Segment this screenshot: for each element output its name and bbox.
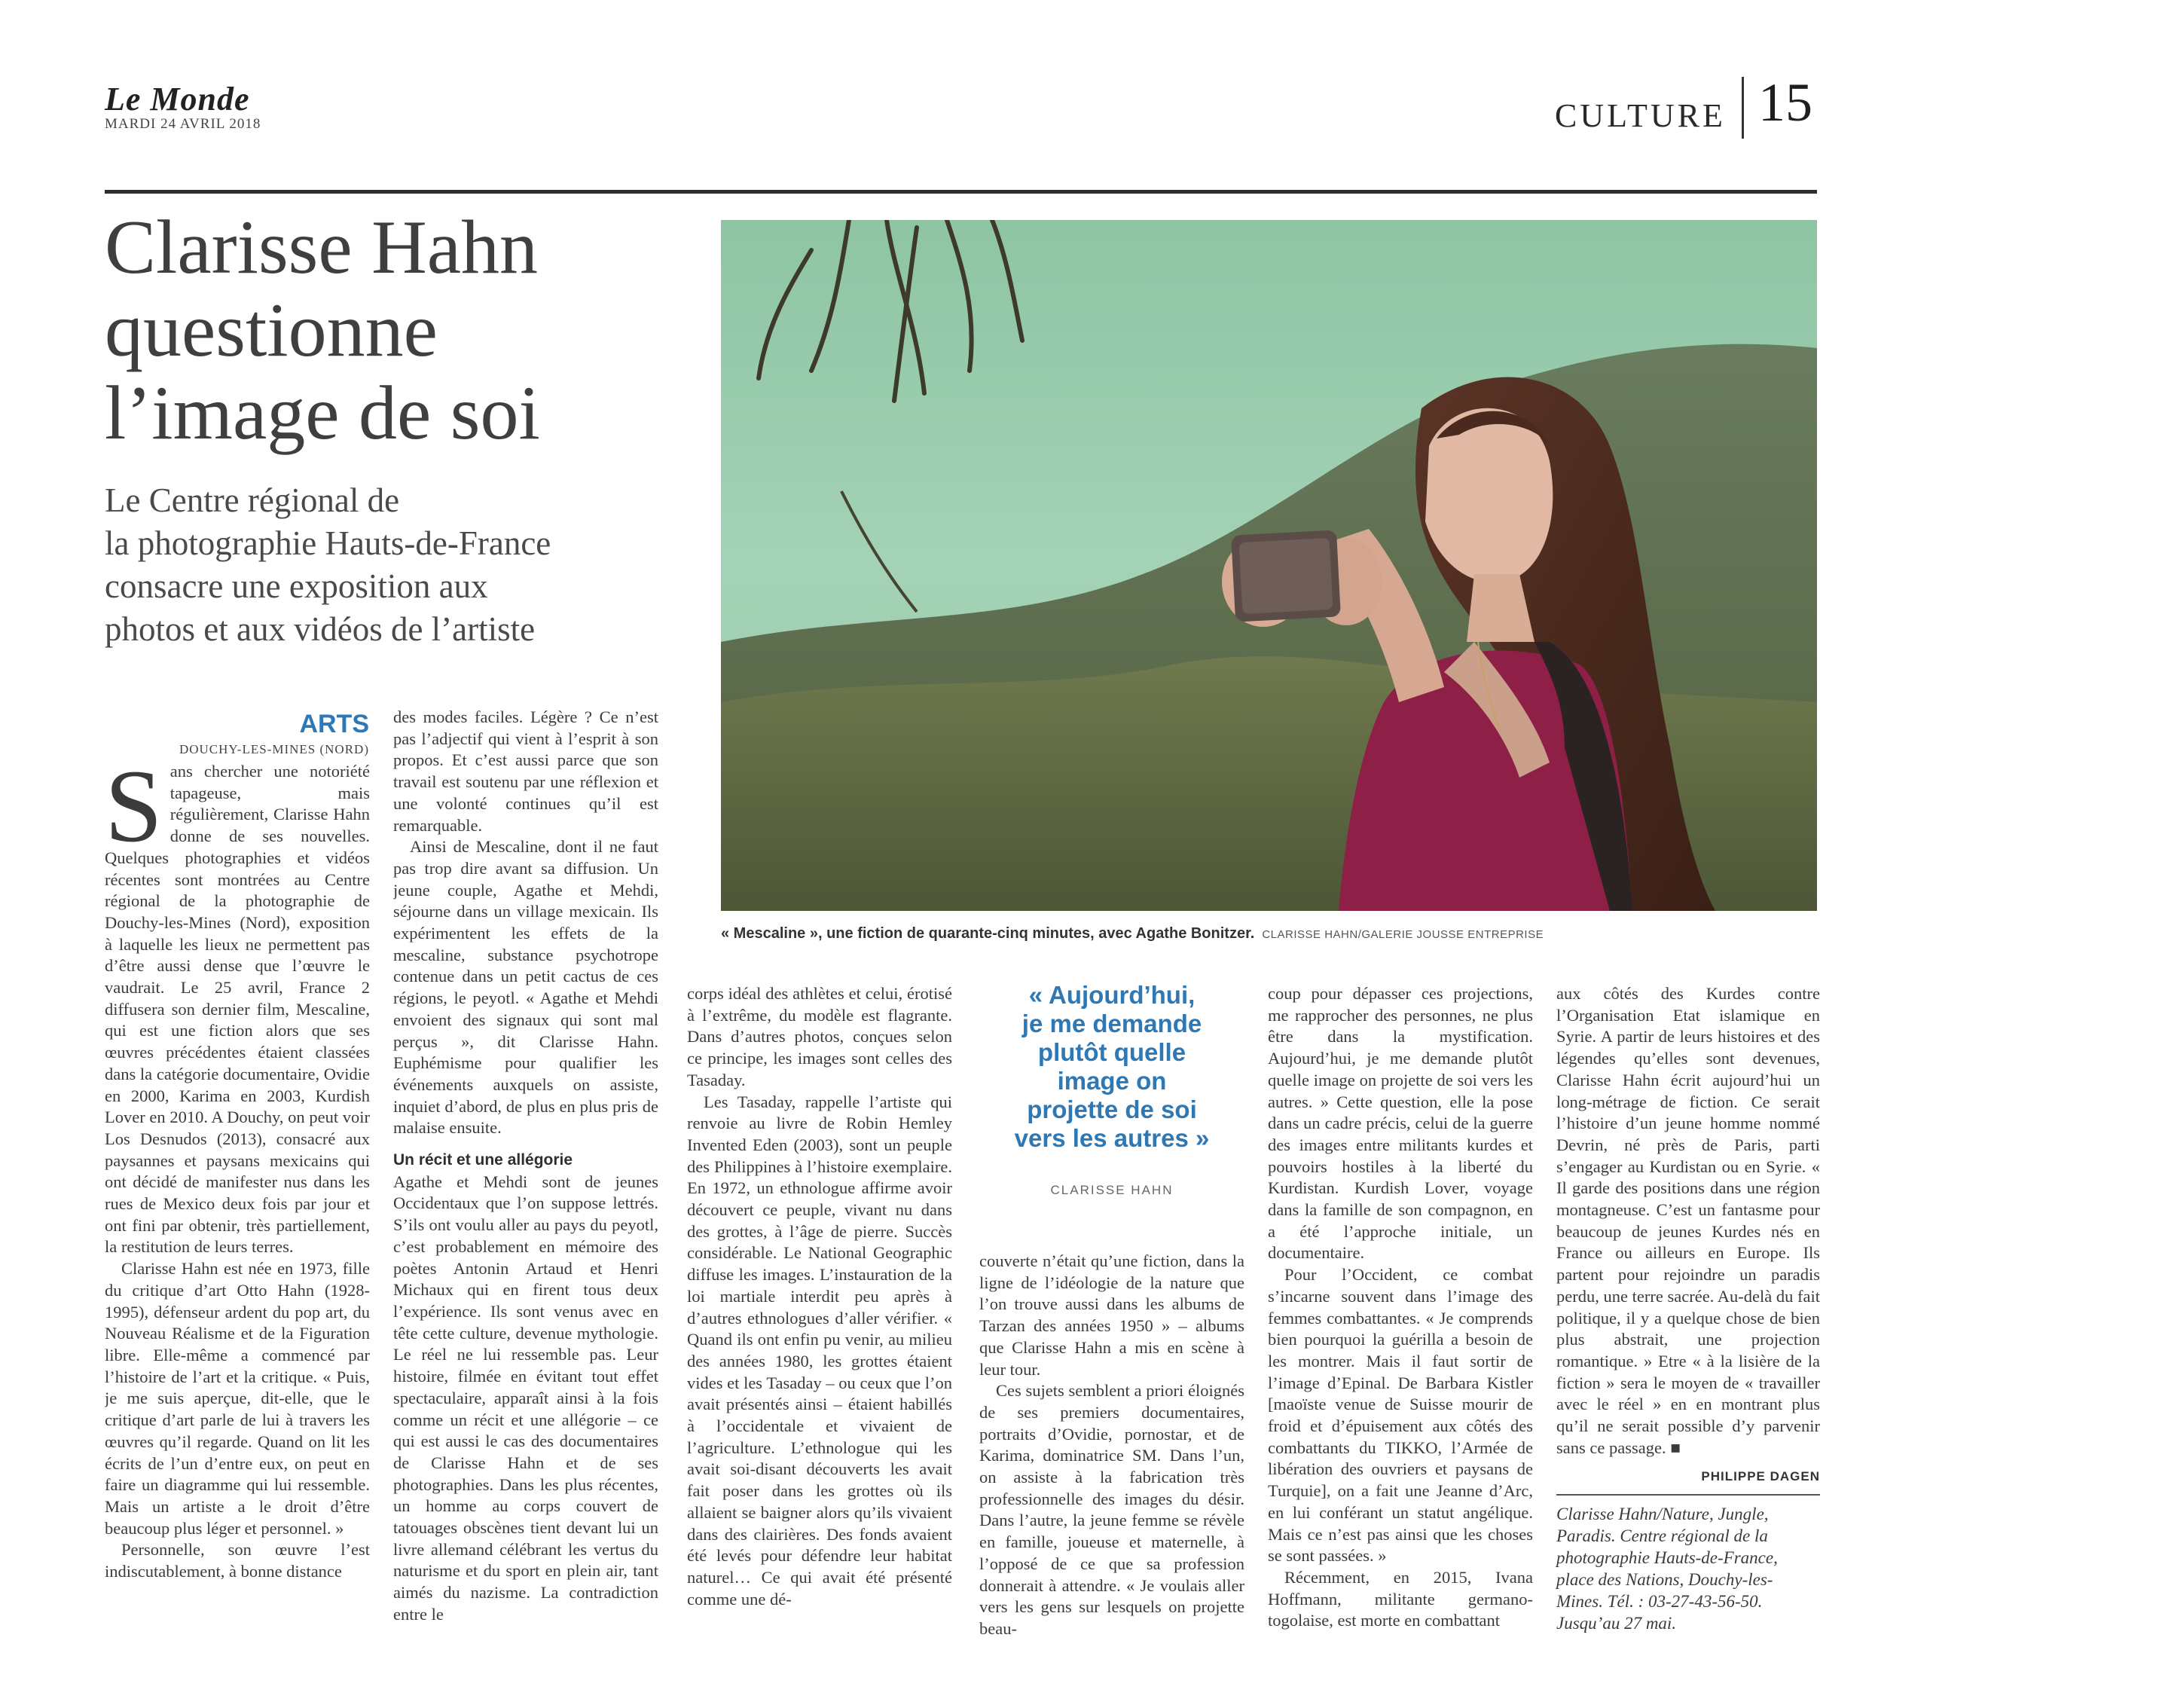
body-paragraph: Récemment, en 2015, Ivana Hoffmann, militante germano-togolaise, est morte en combattant [1268,1567,1533,1630]
pull-quote-line: projette de soi [1027,1095,1197,1123]
body-column-2 [393,707,658,1641]
headline-line: questionne [105,288,438,373]
photo-illustration [721,220,1817,911]
body-column-5 [1268,983,1533,1641]
pull-quote-line: « Aujourd’hui, [1028,981,1196,1009]
body-paragraph: coup pour dépasser ces projections, me rapprocher des personnes, ne plus être dans la mystification. Aujourd’hui, je me demande plutôt quelle image on projette de soi vers les autres. » Cette question, elle la pose dans un cadre précis, celui de la guerre des images entre militants kurdes et pouvoirs hostiles à la liberté du Kurdistan. Kurdish Lover, voyage dans la famille de son compagnon, en a été l’approche initiale, un documentaire. [1268,984,1533,1263]
standfirst [105,479,677,651]
paragraph-text: ans chercher une notoriété tapageuse, mais régulièrement, Clarisse Hahn donne de ses nouvelles. Quelques photographies et vidéos récentes sont montrées au Centre régional de la photographie de Douchy-les-Mines (Nord), exposition à laquelle les lieux ne permettent pas d’être aussi dense que l’œuvre le vaudrait. Le 25 avril, France 2 diffusera son dernier film, Mescaline, qui est une fiction alors que ses œuvres précédentes étaient classées dans la catégorie documentaire, Ovidie en 2000, Karima en 2003, Kurdish Lover en 2010. A Douchy, on peut voir Los Desnudos (2013), consacré aux paysannes et paysans mexicains qui ont décidé de manifester nus dans les rues de Mexico deux fois par jour et ont fini par obtenir, très partiellement, la restitution de leurs terres. [105,762,370,1257]
body-paragraph: Agathe et Mehdi sont de jeunes Occidentaux que l’on suppose lettrés. S’ils ont voulu aller au pays du peyotl, c’est probablement en mémoire des poètes Antonin Artaud et Henri Michaux qui en firent tous deux l’expérience. Ils sont venus avec en tête cette culture, devenue mythologie. Le réel ne lui ressemble pas. Leur histoire, filmée en évitant tout effet spectaculaire, apparaît ainsi à la fois comme un récit et une allégorie – ce qui est aussi le cas des documentaires de Clarisse Hahn et de ses photographies. Dans les plus récentes, un homme au corps couvert de tatouages obscènes tient devant lui un livre allemand célébrant les vertus du naturisme et du sport en plein air, tant aimés du nazisme. La contradiction entre le [393,1172,658,1624]
pull-quote-line: image on [1057,1067,1167,1095]
body-paragraph: Ces sujets semblent a priori éloignés de ses premiers documentaires, portraits d’Ovidie, pornostar, et de Karima, dominatrice SM. Dans l’un, on assiste à la fabrication très professionnelle des images du désir. Dans l’autre, la jeune femme se révèle en famille, joueuse et maternelle, à l’opposé de ce que sa profession donnerait à attendre. « Je voulais aller vers les gens sur lesquels on projette beau- [979,1381,1244,1638]
subheading: Un récit et une allégorie [393,1151,573,1169]
body-column-4 [979,1251,1244,1641]
newspaper-logo: Le Monde [105,81,250,118]
pull-quote [979,981,1244,1153]
info-line: place des Nations, Douchy-les- [1556,1570,1773,1589]
drop-cap: S [105,761,163,863]
body-paragraph: aux côtés des Kurdes contre l’Organisation Etat islamique en Syrie. A partir de leurs histoires et des légendes qu’elles sont devenues, Clarisse Hahn écrit aujourd’hui un long-métrage de fiction. Ce serait l’histoire d’un jeune homme nommé Devrin, né près de Paris, parti s’engager au Kurdistan ou en Syrie. « Il garde des positions dans une région montagneuse. C’est un fantasme pour beaucoup de jeunes Kurdes nés en France ou ailleurs en Europe. Ils partent pour rejoindre un paradis perdu, une terre sacrée. Au-delà du fait politique, il y a quelque chose de bien plus abstrait, une projection romantique. » Etre « à la lisière de la fiction » sera le moyen de « travailler avec le réel » en en montrant plus qu’il ne serait possible d’y parvenir sans ce passage. ■ [1556,984,1820,1457]
info-line: Clarisse Hahn/Nature, Jungle, [1556,1505,1769,1523]
photo-credit: CLARISSE HAHN/GALERIE JOUSSE ENTREPRISE [1262,928,1544,941]
section-divider [1742,77,1744,139]
exhibition-info [1556,1503,1820,1634]
body-column-1 [105,761,370,1641]
photo-caption: « Mescaline », une fiction de quarante-cinq minutes, avec Agathe Bonitzer. [721,925,1255,942]
author-byline: PHILIPPE DAGEN [1701,1469,1820,1483]
issue-date: MARDI 24 AVRIL 2018 [105,116,261,132]
body-paragraph: Clarisse Hahn est née en 1973, fille du critique d’art Otto Hahn (1928-1995), défenseur ardent du pop art, du Nouveau Réalisme et de la Figuration libre. Elle-même a commencé par l’histoire de l’art et la critique. « Puis, je me suis aperçue, dit-elle, que le critique d’art parle de lui à travers les œuvres qu’il regarde. Quand on lit les écrits de l’un d’entre eux, on peut en faire un diagramme qui lui ressemble. Mais un artiste a le droit d’être beaucoup plus léger et personnel. » [105,1259,370,1538]
info-line: photographie Hauts-de-France, [1556,1548,1778,1567]
pull-quote-line: je me demande [1021,1010,1202,1037]
headline-line: Clarisse Hahn [105,205,539,290]
page-number: 15 [1758,72,1812,133]
body-paragraph: Personnelle, son œuvre l’est indiscutablement, à bonne distance [105,1540,370,1581]
header-rule [105,190,1817,194]
section-name: CULTURE [1555,97,1726,134]
headline-line: l’image de soi [105,371,540,456]
pull-quote-line: vers les autres » [1014,1124,1210,1152]
pull-quote-line: plutôt quelle [1037,1038,1186,1066]
standfirst-line: Le Centre régional de [105,481,400,519]
body-paragraph: Les Tasaday, rappelle l’artiste qui renvoie au livre de Robin Hemley Invented Eden (2003), sont un peuple des Philippines à l’histoire exemplaire. En 1972, un ethnologue affirme avoir découvert ce peuple, vivant nu dans des grottes, à l’âge de pierre. Succès considérable. Le National Geographic diffuse les images. L’instauration de la loi martiale interdit peu après à d’autres ethnologues d’aller vérifier. « Quand ils ont enfin pu venir, au milieu des années 1980, les grottes étaient vides et les Tasaday – ou ceux que l’on avait présentés ainsi – étaient habillés à l’occidentale et vivaient de l’agriculture. L’ethnologue qui les avait soi-disant découverts les avait fait poser dans les grottes où ils allaient se baigner alors qu’ils vivaient dans des clairières. Des fonds avaient été levés pour défendre leur habitat naturel… Ce qui avait été présenté comme une dé- [687,1092,952,1609]
pull-quote-author: CLARISSE HAHN [1050,1183,1174,1197]
photo-caption-line [721,925,1817,943]
body-paragraph [105,761,370,1258]
body-paragraph: des modes faciles. Légère ? Ce n’est pas l’adjectif qui vient à l’esprit à son propos. Et c’est aussi parce que son travail est soutenu par une réflexion et une volonté continues qu’il est remarquable. [393,707,658,835]
dateline: DOUCHY-LES-MINES (NORD) [179,742,369,756]
info-box-rule [1556,1494,1820,1496]
body-paragraph: Pour l’Occident, ce combat s’incarne souvent dans l’image des femmes combattantes. « Je comprends bien pourquoi la guérilla a besoin de les montrer. Mais il faut sortir de l’image d’Epinal. De Barbara Kistler [maoïste venue de Suisse mourir de froid et d’épuisement aux côtés des combattants du TIKKO, l’Armée de libération des ouvriers et paysans de Turquie], on a fait une Jeanne d’Arc, en lui conférant un statut angélique. Mais ce n’est pas ainsi que les choses se sont passées. » [1268,1265,1533,1566]
body-paragraph: couverte n’était qu’une fiction, dans la ligne de l’idéologie de la nature que l’on trouve aussi dans les albums de Tarzan des années 1950 » – albums que Clarisse Hahn a mis en scène à leur tour. [979,1251,1244,1379]
standfirst-line: la photographie Hauts-de-France [105,524,551,562]
body-paragraph: Ainsi de Mescaline, dont il ne faut pas trop dire avant sa diffusion. Un jeune couple, Agathe et Mehdi, séjourne dans un village mexicain. Ils expérimentent les effets de la mescaline, substance psychotrope contenue dans un petit cactus de ces régions, le peyotl. « Agathe et Mehdi envoient des signaux qui sont mal perçus », dit Clarisse Hahn. Euphémisme pour qualifier les événements auxquels on assiste, inquiet d’abord, de plus en plus pris de malaise ensuite. [393,837,658,1138]
body-column-6 [1556,983,1820,1465]
article-photo [721,220,1817,911]
body-paragraph: corps idéal des athlètes et celui, érotisé à l’extrême, du modèle est flagrante. Dans d’autres photos, conçues selon ce principe, les images sont celles des Tasaday. [687,984,952,1089]
info-line: Mines. Tél. : 03-27-43-56-50. [1556,1592,1763,1611]
standfirst-line: consacre une exposition aux [105,567,488,605]
info-line: Paradis. Centre régional de la [1556,1526,1768,1545]
standfirst-line: photos et aux vidéos de l’artiste [105,610,536,648]
body-column-3 [687,983,952,1641]
rubric-label: ARTS [299,710,369,738]
info-line: Jusqu’au 27 mai. [1556,1614,1677,1633]
headline [105,206,722,455]
